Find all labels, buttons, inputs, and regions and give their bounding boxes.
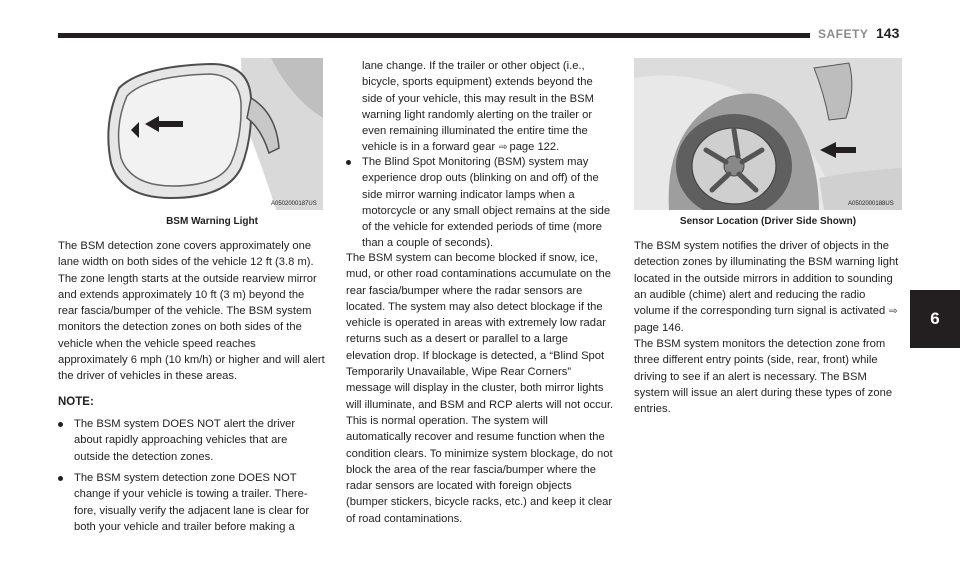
figure-code: A0502000188US <box>848 201 894 207</box>
bsm-warning-light-figure <box>101 58 323 210</box>
header-section-title: SAFETY <box>818 27 869 41</box>
paragraph-text: The BSM system notifies the driver of objects in the detection zones by illuminating the BSM warning light located in the outside mirrors in addition to sounding an audible (chime) alert and reducing the radio volume if the corresponding turn signal is activated <box>634 240 899 318</box>
bsm-notification-paragraph <box>634 238 902 337</box>
rear-quarter-illustration <box>634 58 902 210</box>
side-mirror-illustration <box>101 58 323 210</box>
figure-caption: Sensor Location (Driver Side Shown) <box>679 216 857 227</box>
page-reference-icon: ⇨ <box>889 306 898 318</box>
page-reference-icon: ⇨ <box>499 142 508 154</box>
bsm-detection-zone-paragraph: The BSM detection zone covers approximately one lane width on both sides of the vehicle 12 ft (3.8 m). The zone length starts at the outside rearview mirror and extends approximately 10 ft (3 m) beyond the rear fascia/bumper of the vehicle. The BSM system monitors the detection zones on both sides of the vehicle when the vehicle speed reaches approximately 6 mph (10 km/h) or higher and will alert the driver of vehicles in these areas. <box>58 240 325 383</box>
figure-caption: BSM Warning Light <box>166 216 258 227</box>
page-reference-link[interactable]: page 146. <box>634 322 684 335</box>
page-number: 143 <box>876 25 900 41</box>
bsm-blockage-paragraph: The BSM system can become blocked if snow, ice, mud, or other road contaminations accumulate on the rear fascia/bumper where the radar sensors are located. The system may also detect blockage if the vehicle is operated in areas with extremely low radar returns such as a desert or parallel to a large elevation drop. If blockage is detected, a “Blind Spot Temporarily Unavailable, Wipe Rear Corners” message will display in the cluster, both mirror lights will illuminate, and BSM and RCP alerts will not occur. This is normal operation. The system will automatically recover and resume function when the condition clears. To minimize system blockage, do not block the area of the rear fascia/bumper where the radar sensors are located with foreign objects (bumper stickers, bicycle racks, etc.) and keep it clear of road contaminations. <box>346 252 614 525</box>
sensor-location-figure <box>634 58 902 210</box>
note-bullet <box>58 416 326 465</box>
note-bullet-continued <box>346 58 614 157</box>
bullet-dot <box>346 160 351 165</box>
bullet-dot <box>58 422 63 427</box>
header-rule <box>58 33 810 38</box>
chapter-tab: 6 <box>910 290 960 348</box>
note-bullet <box>58 470 326 535</box>
bullet-text: The BSM system detection zone DOES NOT change if your vehicle is towing a trailer. Therefore, visually verify the adjacent lane is clear for both your vehicle and trailer before making a <box>74 472 310 533</box>
bullet-text: lane change. If the trailer or other object (i.e., bicycle, sports equipment) extends beyond the side of your vehicle, this may result in the BSM warning light randomly alerting on the trailer or even remaining illuminated the entire time the vehicle is in a forward gear <box>362 60 594 154</box>
note-bullet <box>346 154 614 252</box>
bullet-text: The BSM system DOES NOT alert the driver about rapidly approaching vehicles that are outside the detection zones. <box>74 418 296 463</box>
bsm-entry-points-paragraph: The BSM system monitors the detection zone from three different entry points (side, rear, front) while driving to see if an alert is necessary. The BSM system will issue an alert during these types of zone entries. <box>634 338 893 416</box>
bullet-text: The Blind Spot Monitoring (BSM) system may experience drop outs (blinking on and off) of the side mirror warning indicator lamps when a motorcycle or any small object remains at the side of the vehicle for extended periods of time (more than a couple of seconds). <box>362 156 611 250</box>
page-reference-link[interactable]: page 122. <box>509 141 560 154</box>
note-label: NOTE: <box>58 396 94 408</box>
figure-code: A0502000187US <box>271 201 317 207</box>
bullet-dot <box>58 476 63 481</box>
